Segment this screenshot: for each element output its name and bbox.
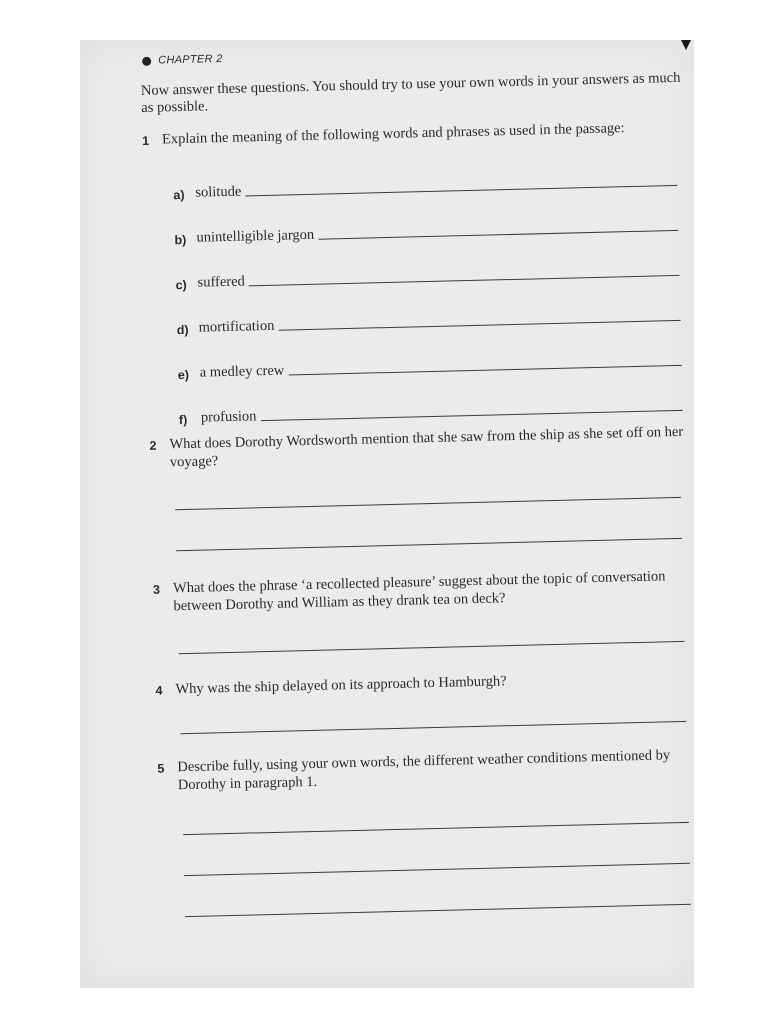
vocab-letter: f) xyxy=(178,412,188,428)
answer-line[interactable] xyxy=(175,497,681,510)
vocab-word: mortification xyxy=(198,317,275,336)
vocab-word: solitude xyxy=(195,183,242,201)
answer-line[interactable] xyxy=(179,641,685,654)
vocab-letter: d) xyxy=(176,322,189,338)
vocab-letter: e) xyxy=(177,367,190,383)
question-number: 2 xyxy=(149,438,157,453)
answer-line[interactable] xyxy=(183,822,689,835)
question-number: 1 xyxy=(141,133,150,148)
answer-line[interactable] xyxy=(261,410,683,421)
vocab-letter: a) xyxy=(173,187,185,203)
question-5 xyxy=(157,746,698,795)
chapter-label: CHAPTER 2 xyxy=(157,52,223,67)
question-text: Describe fully, using your own words, the different weather conditions mentioned by Dorothy in paragraph 1. xyxy=(177,747,671,794)
question-4 xyxy=(155,668,695,700)
question-text: What does Dorothy Wordsworth mention that she saw from the ship as she set off on her voyage? xyxy=(169,423,684,471)
vocabulary-list xyxy=(173,145,689,427)
vocab-word: profusion xyxy=(200,408,257,426)
question-1 xyxy=(142,118,682,150)
vocab-letter: b) xyxy=(174,232,187,248)
corner-marker-icon xyxy=(681,40,691,50)
worksheet-content xyxy=(140,42,701,918)
question-number: 3 xyxy=(152,582,161,597)
question-text: Why was the ship delayed on its approach to Hamburgh? xyxy=(175,673,507,698)
question-text: What does the phrase ‘a recollected pleasure’ suggest about the topic of conversation between Dorothy and William as they drank tea on deck? xyxy=(172,568,666,615)
question-2 xyxy=(149,423,690,472)
question-3 xyxy=(153,567,694,616)
vocab-word: a medley crew xyxy=(199,362,285,381)
answer-line[interactable] xyxy=(176,538,682,551)
question-number: 4 xyxy=(155,683,163,698)
question-number: 5 xyxy=(157,761,165,776)
instructions-text: Now answer these questions. You should try to use your own words in your answers as much as possible. xyxy=(140,69,681,116)
answer-line[interactable] xyxy=(184,863,690,876)
question-text: Explain the meaning of the following words and phrases as used in the passage: xyxy=(161,120,625,148)
bullet-icon xyxy=(142,56,151,65)
vocab-word: unintelligible jargon xyxy=(196,226,315,246)
answer-line[interactable] xyxy=(181,721,687,734)
vocab-letter: c) xyxy=(175,277,187,293)
vocab-word: suffered xyxy=(197,273,246,291)
